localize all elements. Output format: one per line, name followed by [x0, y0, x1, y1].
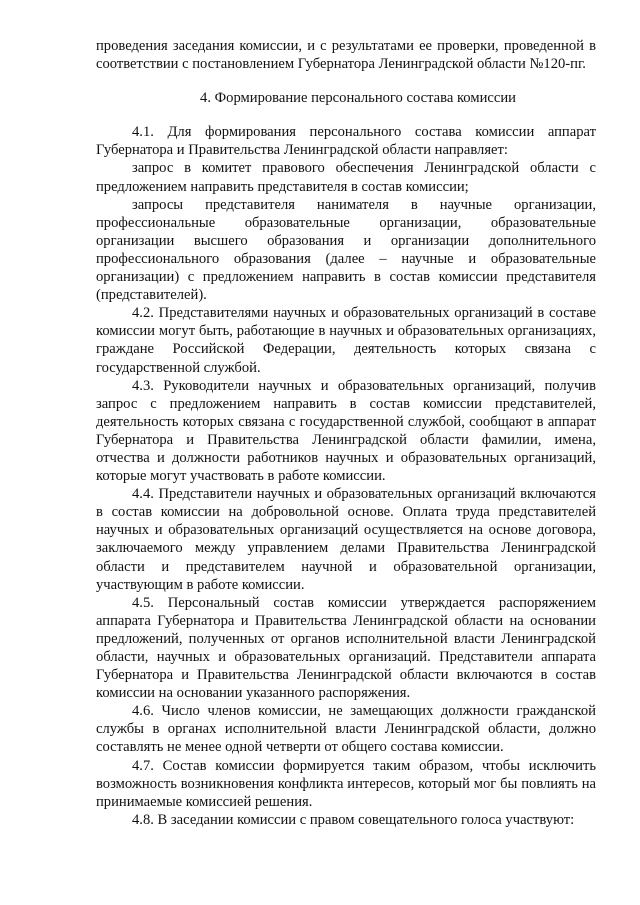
paragraph-4-7: 4.7. Состав комиссии формируется таким образом, чтобы исключить возможность возникновения конфликта интересов, который мог бы повлиять на принимаемые комиссией решения. [96, 757, 596, 810]
paragraph-request-orgs: запросы представителя нанимателя в научные организации, профессиональные образовательные организации, образовательные организации высшего образования и организации дополнительного профессионального образования (далее – научные и образовательные организации) с предложением направить в состав комиссии представителя (представителей). [96, 196, 596, 304]
paragraph-4-6: 4.6. Число членов комиссии, не замещающих должности гражданской службы в органах исполнительной власти Ленинградской области, должно составлять не менее одной четверти от общего состава комиссии. [96, 703, 596, 756]
intro-paragraph: проведения заседания комиссии, и с результатами ее проверки, проведенной в соответствии с постановлением Губернатора Ленинградской области №120-пг. [96, 38, 596, 73]
paragraph-4-1: 4.1. Для формирования персонального состава комиссии аппарат Губернатора и Правительства Ленинградской области направляет: [96, 124, 596, 159]
section-heading: 4. Формирование персонального состава комиссии [200, 90, 516, 107]
paragraph-4-2: 4.2. Представителями научных и образовательных организаций в составе комиссии могут быть, работающие в научных и образовательных организациях, граждане Российской Федерации, деятельность которых связана с государственной службой. [96, 305, 596, 376]
spacer [96, 107, 596, 123]
paragraph-4-4: 4.4. Представители научных и образовательных организаций включаются в состав комиссии на добровольной основе. Оплата труда представителей научных и образовательных организаций осуществляется на основе договора, заключаемого между управлением делами Правительства Ленинградской области и представителем научной и образовательной организации, участвующим в работе комиссии. [96, 486, 596, 593]
document-body [96, 37, 596, 829]
paragraph-4-8: 4.8. В заседании комиссии с правом совещательного голоса участвуют: [132, 811, 575, 828]
spacer [96, 73, 596, 89]
paragraph-request-legal: запрос в комитет правового обеспечения Ленинградской области с предложением направить представителя в состав комиссии; [96, 160, 596, 195]
paragraph-4-3: 4.3. Руководители научных и образовательных организаций, получив запрос с предложением направить в состав комиссии представителей, деятельность которых связана с государственной службой, сообщают в аппарат Губернатора и Правительства Ленинградской области фамилии, имена, отчества и должности работников научных и образовательных организаций, которые могут участвовать в работе комиссии. [96, 377, 596, 485]
paragraph-4-5: 4.5. Персональный состав комиссии утверждается распоряжением аппарата Губернатора и Правительства Ленинградской области на основании предложений, полученных от органов исполнительной власти Ленинградской области, научных и образовательных организаций. Представители аппарата Губернатора и Правительства Ленинградской области включаются в состав комиссии на основании указанного распоряжения. [96, 594, 596, 702]
